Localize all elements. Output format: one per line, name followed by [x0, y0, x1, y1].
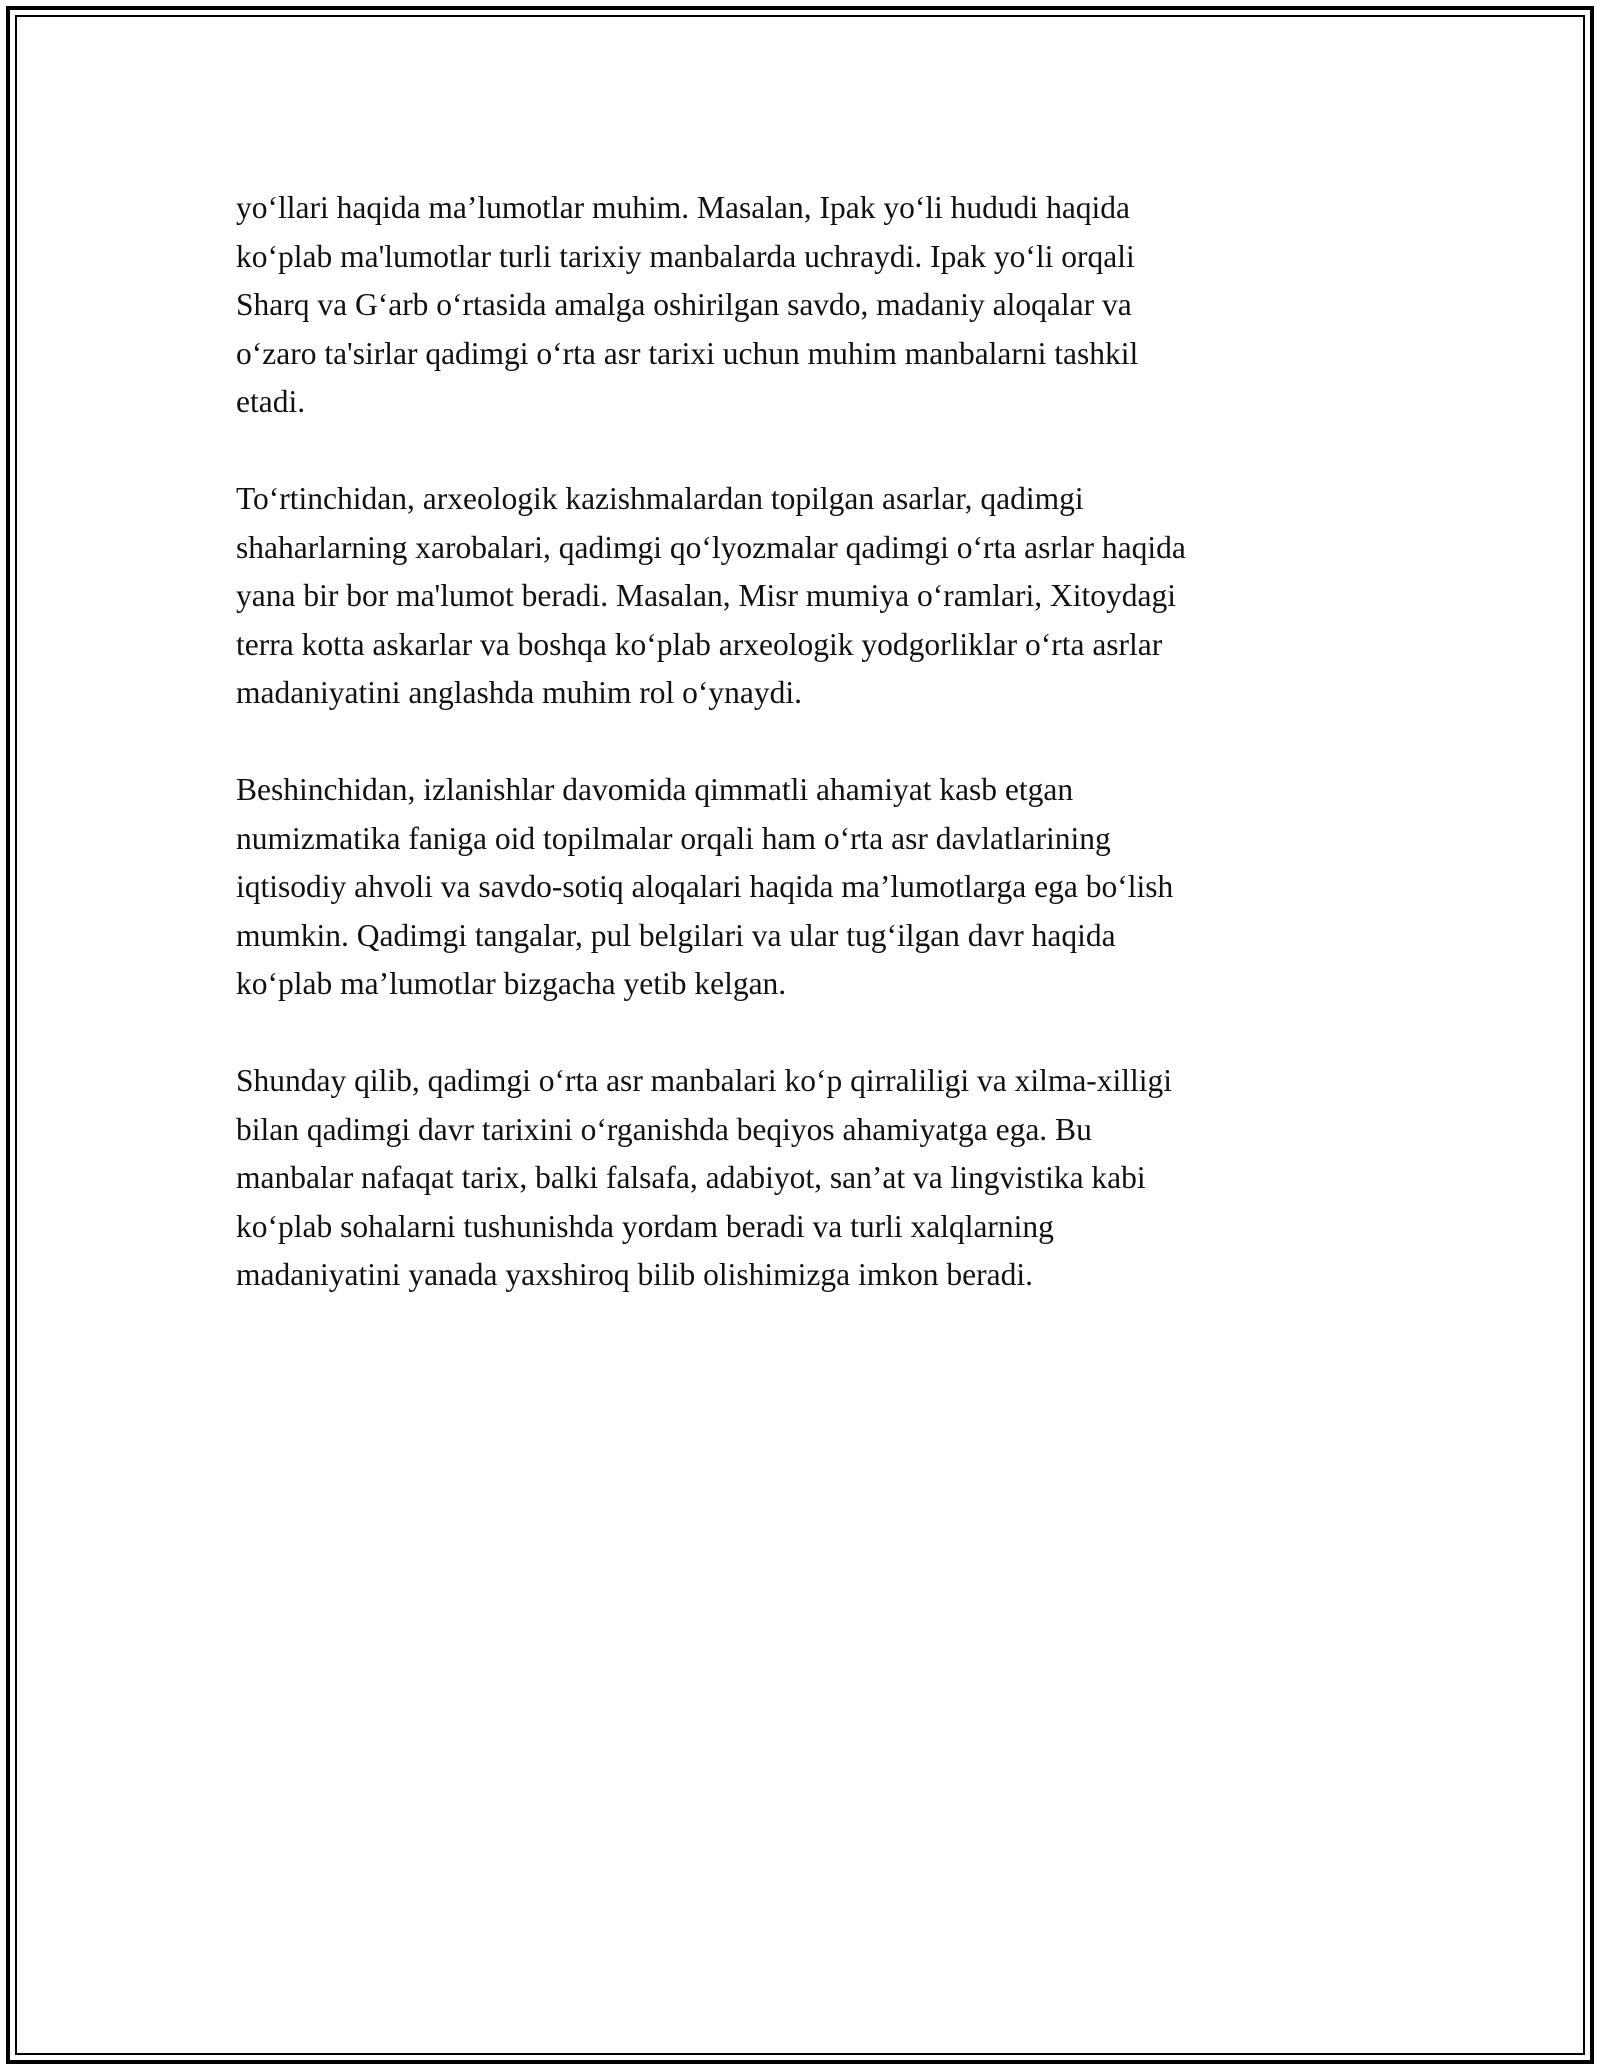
- paragraph-archaeology: To‘rtinchidan, arxeologik kazishmalardan topilgan asarlar, qadimgi shaharlarning xarobalari, qadimgi qo‘lyozmalar qadimgi o‘rta asrlar haqida yana bir bor ma'lumot beradi. Masalan, Misr mumiya o‘ramlari, Xitoydagi terra kotta askarlar va boshqa ko‘plab arxeologik yodgorliklar o‘rta asrlar madaniyatini anglashda muhim rol o‘ynaydi.: [236, 481, 1186, 710]
- paragraph-numismatics: Beshinchidan, izlanishlar davomida qimmatli ahamiyat kasb etgan numizmatika faniga oid topilmalar orqali ham o‘rta asr davlatlarining iqtisodiy ahvoli va savdo-sotiq aloqalari haqida ma’lumotlarga ega bo‘lish mumkin. Qadimgi tangalar, pul belgilari va ular tug‘ilgan davr haqida ko‘plab ma’lumotlar bizgacha yetib kelgan.: [236, 772, 1174, 1001]
- document-body: [236, 184, 1356, 1348]
- paragraph-conclusion: Shunday qilib, qadimgi o‘rta asr manbalari ko‘p qirraliligi va xilma-xilligi bilan qadimgi davr tarixini o‘rganishda beqiyos ahamiyatga ega. Bu manbalar nafaqat tarix, balki falsafa, adabiyot, san’at va lingvistika kabi ko‘plab sohalarni tushunishda yordam beradi va turli xalqlarning madaniyatini yanada yaxshiroq bilib olishimizga imkon beradi.: [236, 1063, 1173, 1292]
- paragraph-silk-road: yo‘llari haqida ma’lumotlar muhim. Masalan, Ipak yo‘li hududi haqida ko‘plab ma'lumotlar turli tarixiy manbalarda uchraydi. Ipak yo‘li orqali Sharq va G‘arb o‘rtasida amalga oshirilgan savdo, madaniy aloqalar va o‘zaro ta'sirlar qadimgi o‘rta asr tarixi uchun muhim manbalarni tashkil etadi.: [236, 190, 1139, 419]
